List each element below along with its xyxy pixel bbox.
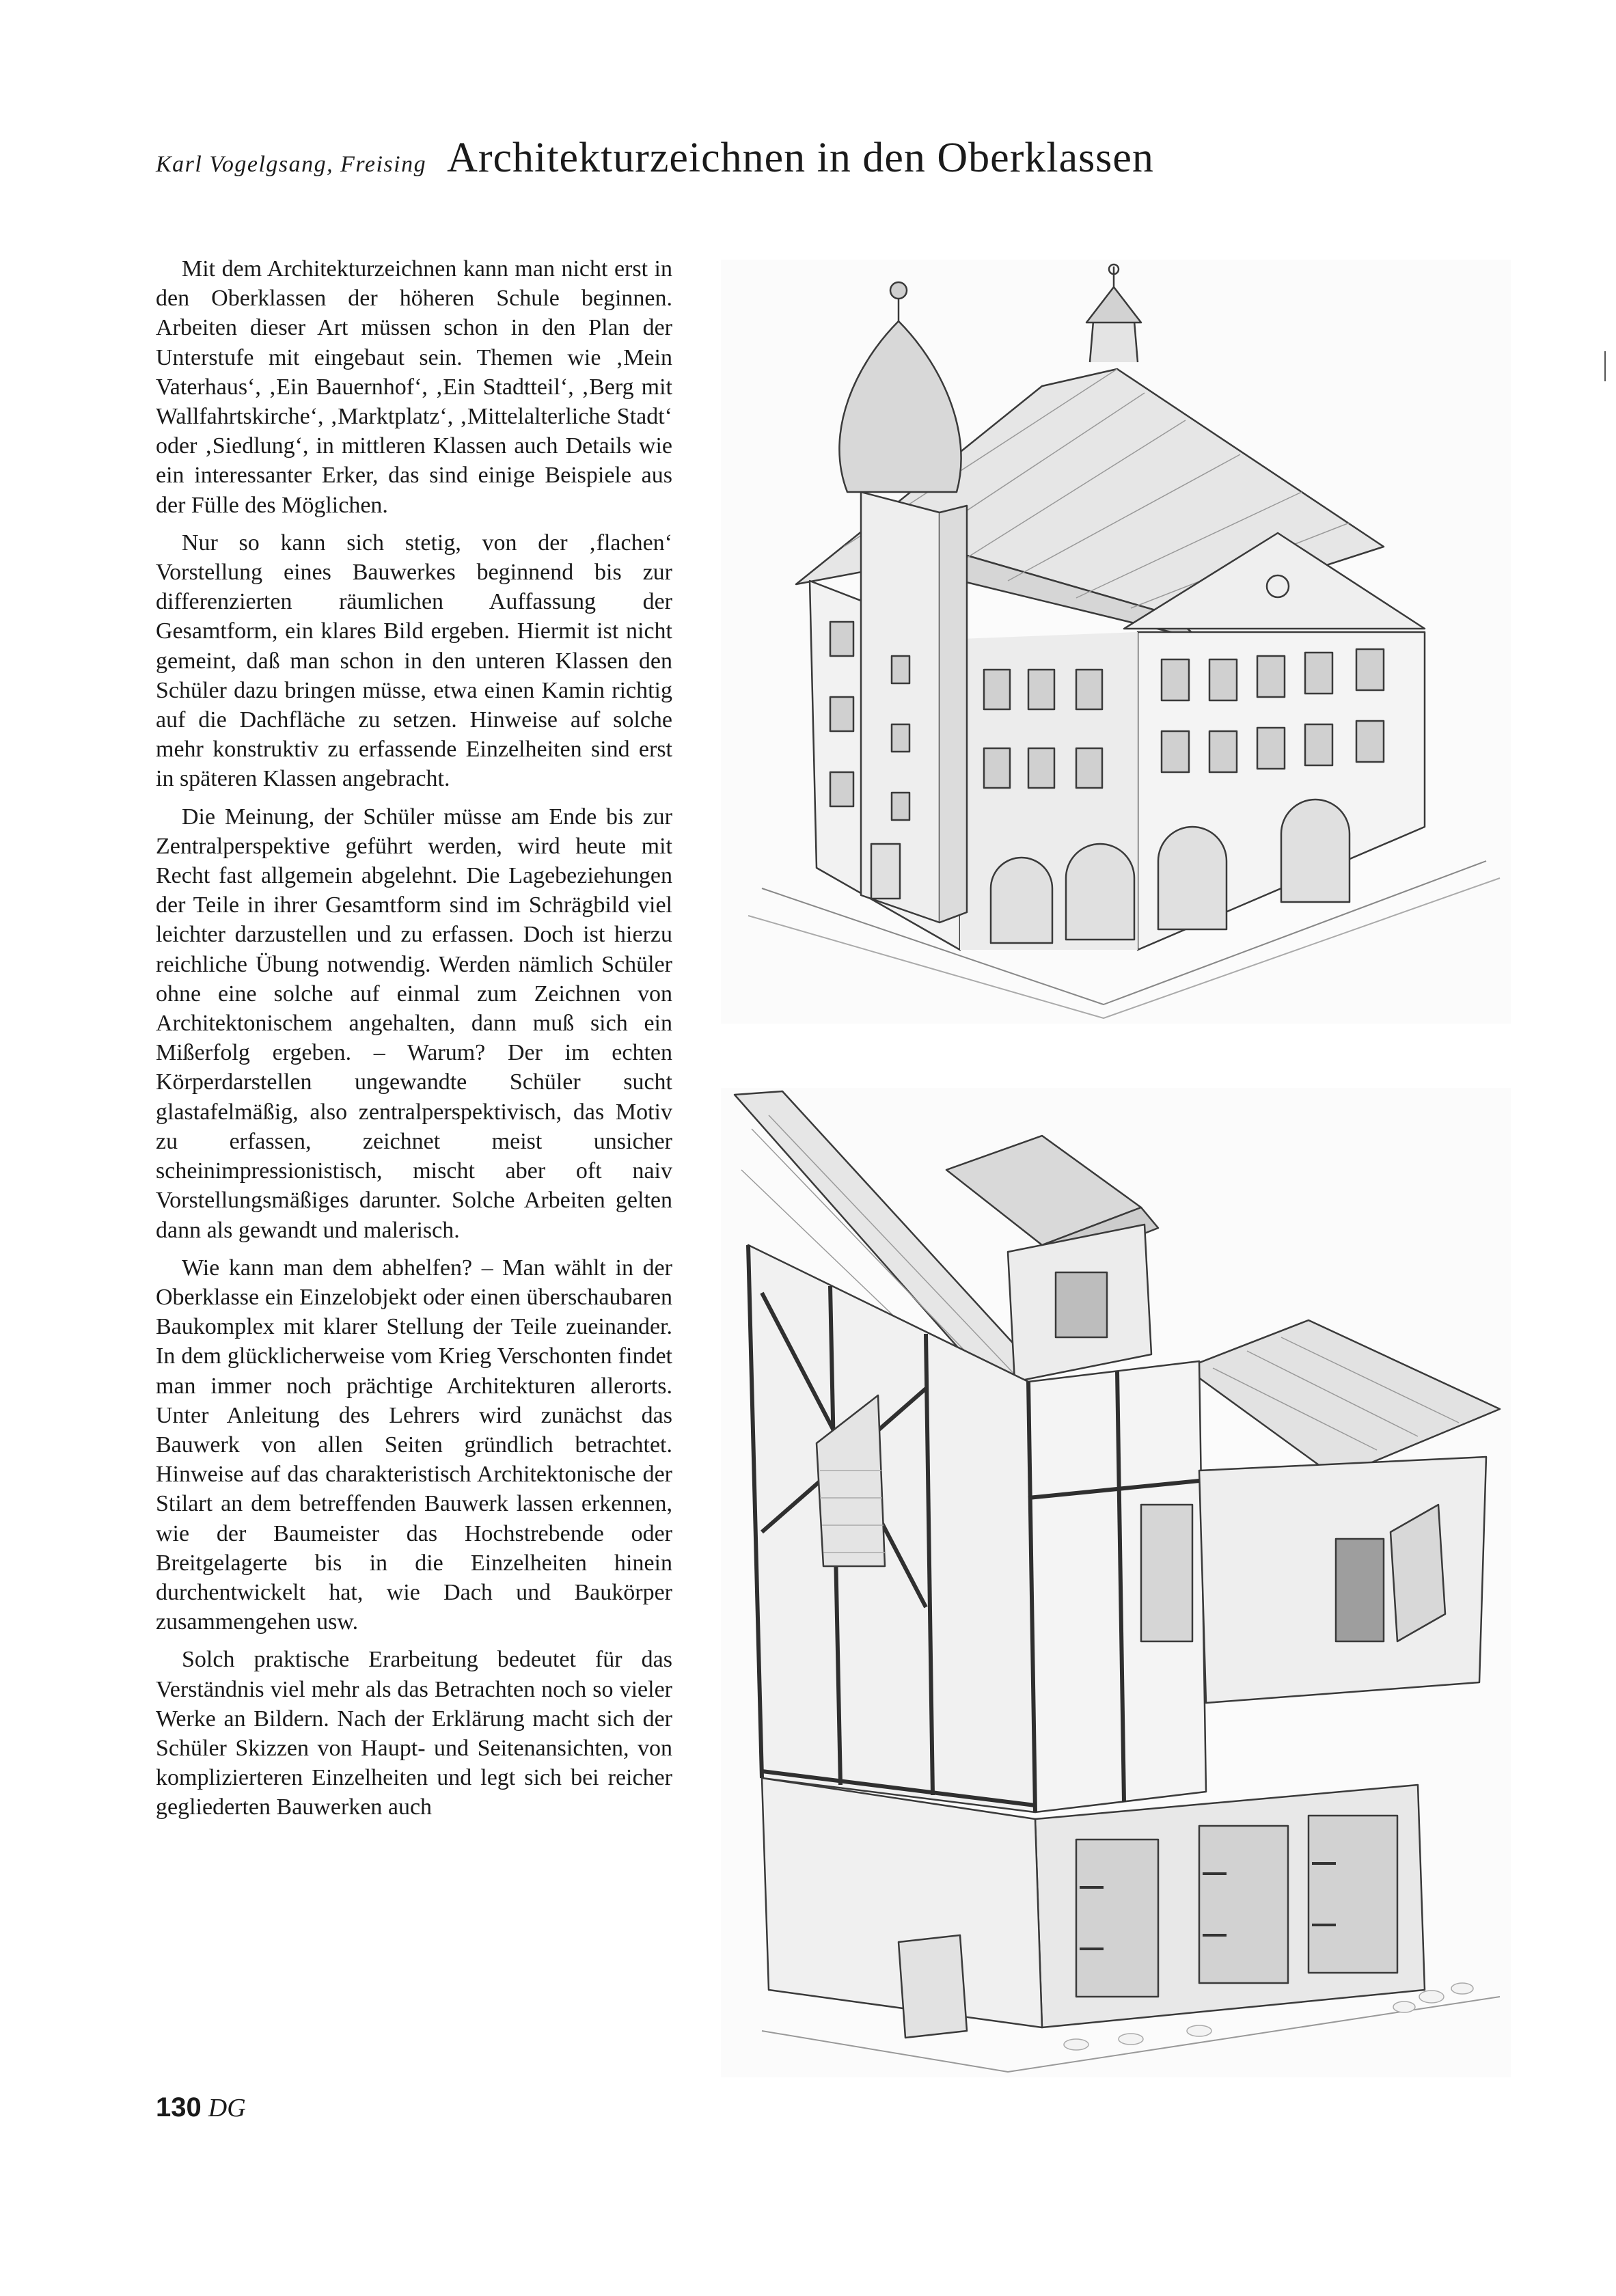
body-text-column [156, 254, 672, 2099]
paragraph-5: Solch praktische Erarbeitung bedeutet für das Verständnis viel mehr als das Betrachten noch so vieler Werke an Bildern. Nach der Erklärung macht sich der Schüler Skizzen von Haupt- und Seitenansichten, von komplizierteren Einzelheiten und legt sich bei reicher gegliederten Bauwerken auch [156, 1647, 672, 1820]
page-number: 130 [156, 2092, 202, 2122]
townhall-drawing [721, 260, 1511, 1024]
journal-abbreviation: DG [208, 2094, 246, 2122]
paragraph-2: Nur so kann sich stetig, von der ‚flachen‘ Vorstellung eines Bauwerkes beginnend bis zur differenzierten räumlichen Auffassung der Gesamtform, ein klares Bild ergeben. Hiermit ist nicht gemeint, daß man schon in den unteren Klassen den Schüler dazu bringen müsse, etwa einen Kamin richtig auf die Dachfläche zu setzen. Hinweise auf solche mehr konstruktiv zu erfassende Einzelheiten sind erst in späteren Klassen angebracht. [156, 530, 672, 792]
half-timbered-house-drawing [721, 1088, 1511, 2077]
scan-edge-mark [1604, 351, 1606, 381]
page-footer [156, 2092, 246, 2127]
article-title: Architekturzeichnen in den Oberklassen [447, 135, 1154, 181]
paragraph-4: Wie kann man dem abhelfen? – Man wählt in der Oberklasse ein Einzelobjekt oder einen überschaubaren Baukomplex mit klarer Stellung der Teile zueinander. In dem glücklicherweise vom Krieg Verschonten findet man immer noch prächtige Architekturen allerorts. Unter Anleitung des Lehrers wird zunächst das Bauwerk von allen Seiten gründlich betrachtet. Hinweise auf das charakteristisch Architektonische der Stilart an dem betreffenden Bauwerk lassen erkennen, wie der Baumeister das Hochstrebende oder Breitgelagerte bis in die Einzelheiten hinein durchentwickelt hat, wie Dach und Baukörper zusammengehen usw. [156, 1255, 672, 1635]
author-name: Karl Vogelgsang, Freising [156, 152, 427, 177]
paragraph-3: Die Meinung, der Schüler müsse am Ende bis zur Zentralperspektive geführt werden, wird heute mit Recht fast allgemein abgelehnt. Die Lagebeziehungen der Teile in ihrer Gesamtform sind im Schrägbild viel leichter darzustellen und zu erfassen. Doch ist hierzu reichliche Übung notwendig. Werden nämlich Schüler ohne eine solche auf einmal zum Zeichnen von Architektonischem angehalten, dann muß sich ein Mißerfolg ergeben. – Warum? Der im echten Körperdarstellen ungewandte Schüler sucht glastafelmäßig, also zentralperspektivisch, das Motiv zu erfassen, zeichnet meist unsicher scheinimpressionistisch, mischt aber oft naiv Vorstellungsmäßiges darunter. Solche Arbeiten gelten dann als gewandt und malerisch. [156, 804, 672, 1243]
article-header [156, 134, 1468, 195]
paragraph-1: Mit dem Architekturzeichnen kann man nicht erst in den Oberklassen der höheren Schule beginnen. Arbeiten dieser Art müssen schon in den Plan der Unterstufe mit eingebaut sein. Themen wie ‚Mein Vaterhaus‘, ‚Ein Bauernhof‘, ‚Ein Stadtteil‘, ‚Berg mit Wallfahrtskirche‘, ‚Marktplatz‘, ‚Mittelalterliche Stadt‘ oder ‚Siedlung‘, in mittleren Klassen auch Details wie ein interessanter Erker, das sind einige Beispiele aus der Fülle des Möglichen. [156, 256, 672, 518]
